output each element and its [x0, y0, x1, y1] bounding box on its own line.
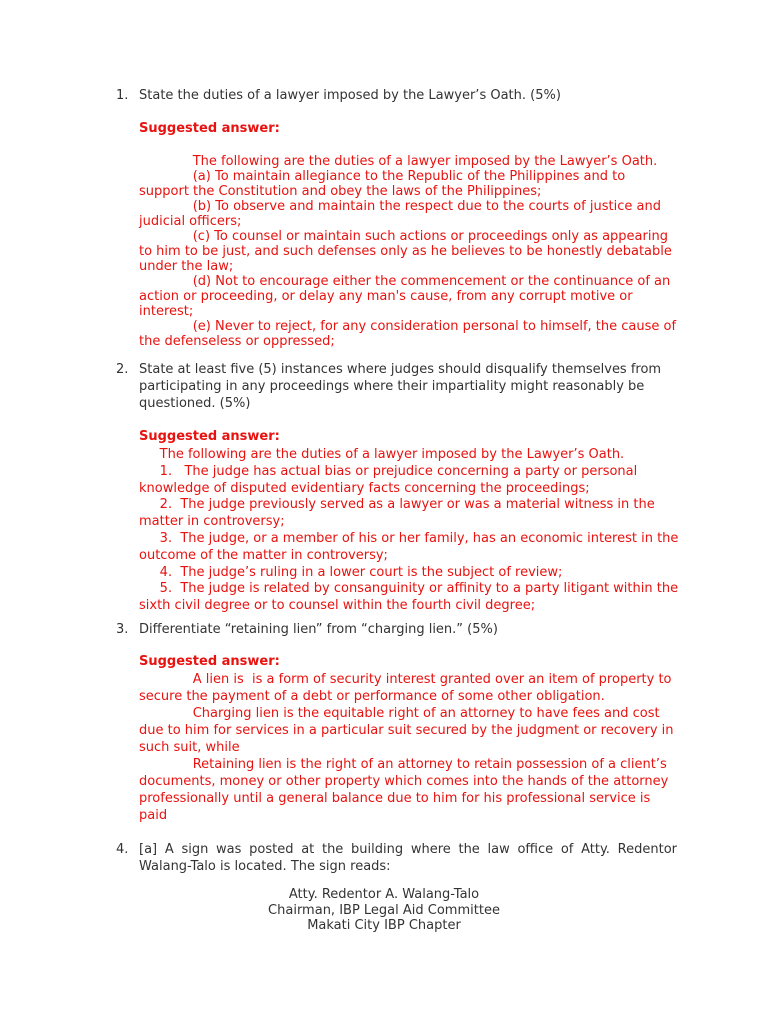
question-1 — [117, 87, 677, 104]
question-text: State the duties of a lawyer imposed by the Lawyer’s Oath. (5%) — [139, 88, 561, 103]
question-4 — [117, 841, 677, 875]
suggested-answer-label: Suggested answer: — [139, 654, 280, 669]
question-number: 3. — [116, 622, 129, 637]
question-text: Differentiate “retaining lien” from “charging lien.” (5%) — [139, 622, 498, 637]
question-number: 4. — [116, 842, 129, 857]
question-text: [a] A sign was posted at the building where the law office of Atty. Redentor Walang-Talo is located. The sign reads: — [139, 842, 677, 874]
sign-line-1: Atty. Redentor A. Walang-Talo — [288, 887, 480, 902]
suggested-answer-label: Suggested answer: — [139, 121, 280, 136]
answer-text: The following are the duties of a lawyer imposed by the Lawyer’s Oath. (a) To maintain allegiance to the Republic of the Philippines and to support the Constitution and obey the laws of the Philippines; (b) To observe and maintain the respect due to the courts of justice and judicial officers; (c) To counsel or maintain such actions or proceedings only as appearing to him to be just, and such defenses only as he believes to be honestly debatable under the law; (d) Not to encourage either the commencement or the continuance of an action or proceeding, or delay any man's cause, from any corrupt motive or interest; (e) Never to reject, for any consideration personal to himself, the cause of the defenseless or oppressed; — [139, 154, 677, 349]
answer-text: The following are the duties of a lawyer imposed by the Lawyer’s Oath. 1. The judge has actual bias or prejudice concerning a party or personal knowledge of disputed evidentiary facts concerning the proceedings; 2. The judge previously served as a lawyer or was a material witness in the matter in controversy; 3. The judge, or a member of his or her family, has an economic interest in the outcome of the matter in controversy; 4. The judge’s ruling in a lower court is the subject of review; 5. The judge is related by consanguinity or affinity to a party litigant within the sixth civil degree or to counsel within the fourth civil degree; — [139, 447, 679, 614]
question-number: 2. — [116, 362, 129, 377]
question-number: 1. — [116, 88, 129, 103]
suggested-answer-label: Suggested answer: — [139, 429, 280, 444]
sign-line-2: Chairman, IBP Legal Aid Committee — [268, 903, 500, 918]
answer-text: A lien is is a form of security interest granted over an item of property to secure the payment of a debt or performance of some other obligation. Charging lien is the equitable right of an attorney to have fees and cost due to him for services in a particular suit secured by the judgment or recovery in such suit, while Retaining lien is the right of an attorney to retain possession of a client’s documents, money or other property which comes into the hands of the attorney professionally until a general balance due to him for his professional service is paid — [139, 672, 674, 823]
question-2 — [117, 361, 677, 412]
sign-line-3: Makati City IBP Chapter — [307, 918, 461, 933]
question-3 — [117, 621, 677, 638]
question-text: State at least five (5) instances where judges should disqualify themselves from participating in any proceedings where their impartiality might reasonably be questioned. (5%) — [139, 362, 662, 411]
